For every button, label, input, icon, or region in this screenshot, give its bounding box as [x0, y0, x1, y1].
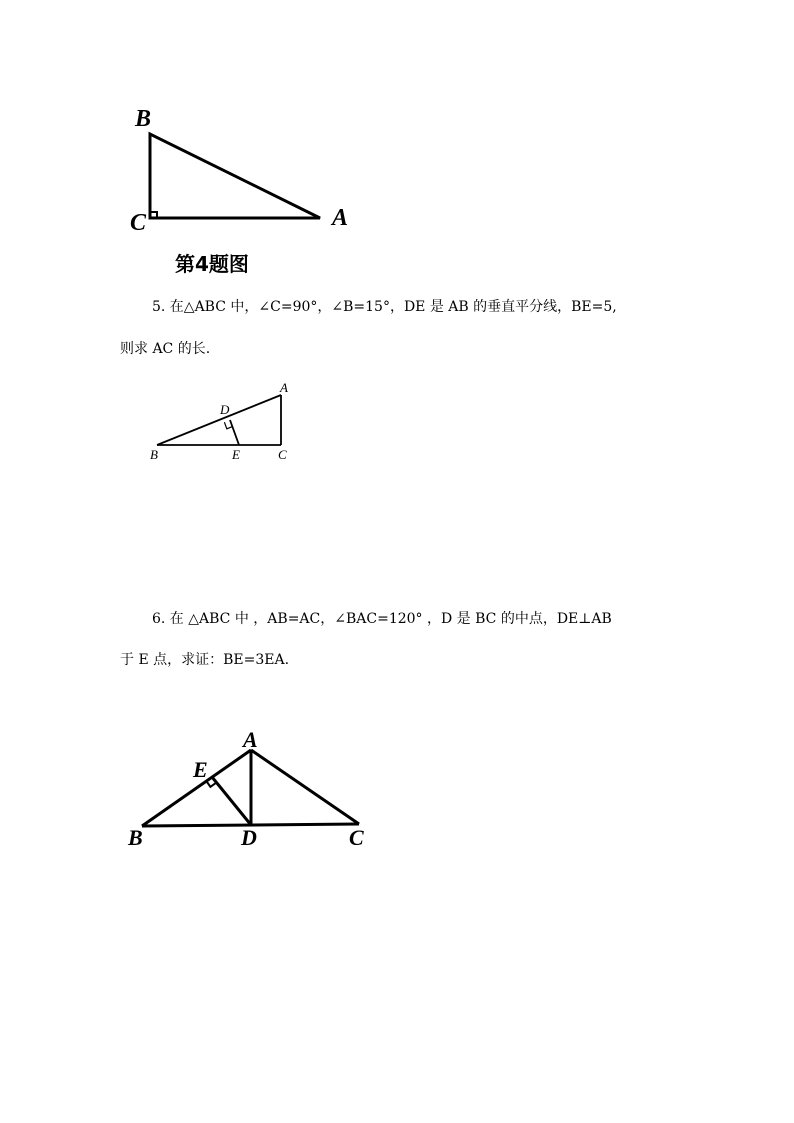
segment-ab	[157, 395, 281, 445]
fig4-label-a: A	[332, 205, 349, 231]
fig5-label-d: D	[220, 402, 230, 417]
fig6-label-e: E	[193, 757, 208, 782]
fig4-label-b: B	[135, 106, 152, 132]
fig4-label-c: C	[130, 210, 147, 236]
figure-4-caption: 第4题图	[175, 252, 249, 276]
problem-5-line-1: 5. 在△ABC 中，∠C=90°，∠B=15°，DE 是 AB 的垂直平分线，BE=5,	[152, 299, 617, 315]
triangle-bca	[150, 134, 320, 218]
figure-6-diagram	[0, 720, 794, 860]
fig6-label-c: C	[349, 825, 364, 850]
fig5-label-c: C	[278, 447, 287, 462]
fig6-label-d: D	[241, 825, 257, 850]
problem-6-line-1: 6. 在 △ABC 中 ，AB=AC，∠BAC=120° ，D 是 BC 的中点，DE⊥AB	[152, 611, 612, 627]
fig6-label-a: A	[243, 727, 258, 752]
segment-de	[230, 420, 239, 445]
problem-5-line-2: 则求 AC 的长.	[120, 341, 211, 357]
fig5-label-e: E	[232, 447, 240, 462]
segment-ac	[251, 750, 359, 824]
problem-6-line-2: 于 E 点，求证：BE=3EA.	[120, 652, 290, 668]
figure-5-diagram	[0, 370, 794, 470]
segment-de	[212, 777, 251, 825]
figure-4-triangle	[0, 0, 794, 250]
fig5-label-a: A	[280, 380, 288, 395]
fig5-label-b: B	[150, 447, 158, 462]
fig6-label-b: B	[128, 825, 143, 850]
